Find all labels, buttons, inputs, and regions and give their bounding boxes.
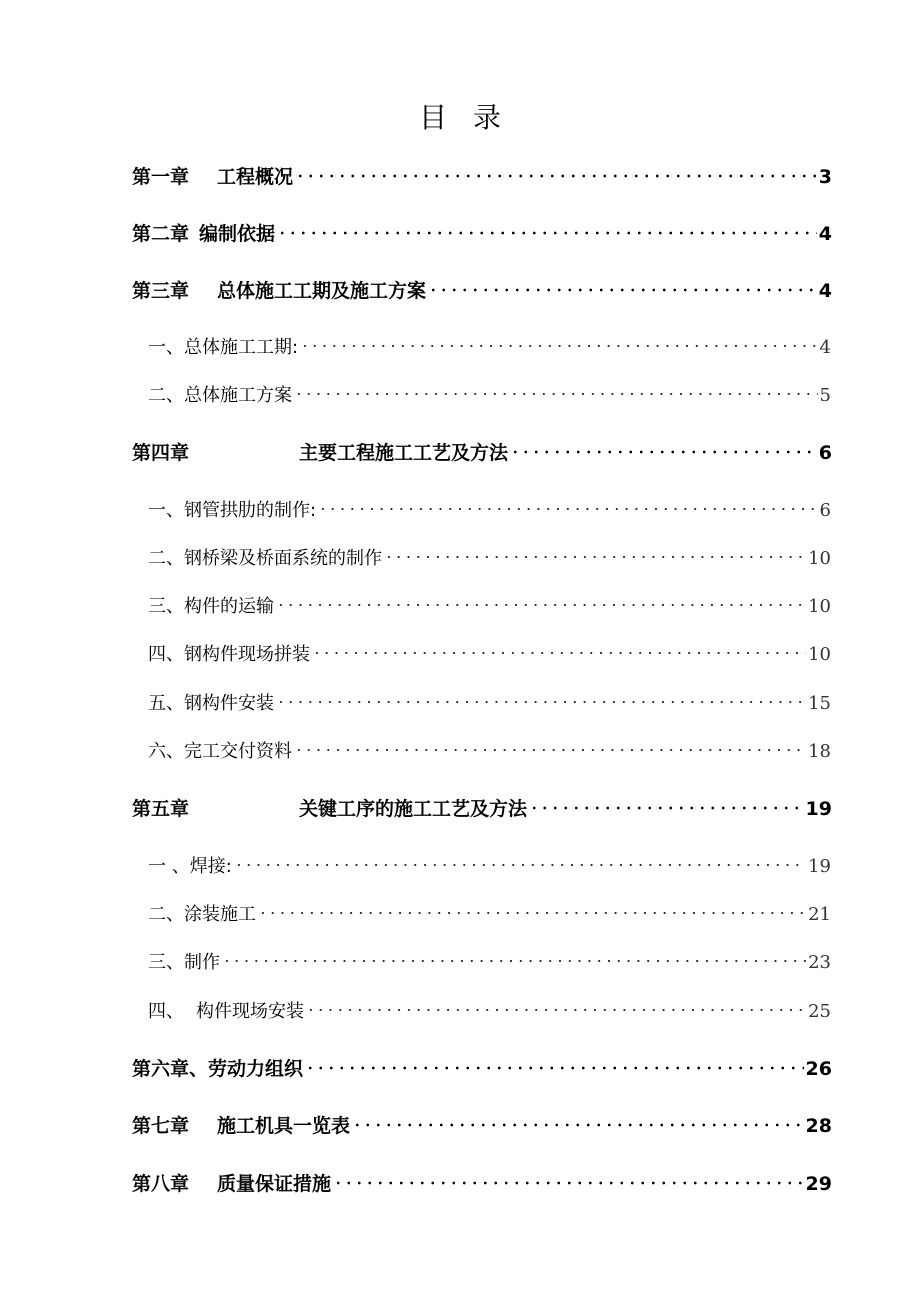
toc-entry-chapter-5[interactable] <box>132 794 832 824</box>
toc-entry-prefix: 第二章 <box>132 223 190 245</box>
toc-entry-prefix: 第七章 <box>132 1115 190 1137</box>
toc-entry-page: 4 <box>818 223 832 245</box>
toc-entry-section[interactable] <box>148 737 831 767</box>
toc-entry-chapter-8[interactable] <box>132 1169 832 1199</box>
toc-entry-text: 施工机具一览表 <box>217 1115 351 1137</box>
toc-entry-prefix: 一 、 <box>148 856 190 877</box>
toc-entry-text: 总体施工工期及施工方案 <box>217 280 427 302</box>
toc-entry-page: 25 <box>808 1001 831 1022</box>
dot-leader <box>277 230 817 236</box>
toc-entry-text: 钢构件现场拼装 <box>184 644 310 665</box>
dot-leader <box>276 602 806 608</box>
toc-entry-page: 19 <box>808 856 831 877</box>
toc-entry-prefix: 三、 <box>148 952 184 973</box>
toc-entry-text: 焊接: <box>189 856 232 877</box>
toc-entry-prefix: 一、 <box>148 337 184 358</box>
toc-entry-section[interactable] <box>148 640 831 670</box>
toc-entry-prefix: 二、 <box>148 904 184 925</box>
page-title-part2: 录 <box>473 101 502 134</box>
toc-entry-page: 10 <box>808 548 831 569</box>
toc-entry-text: 钢管拱肋的制作: <box>184 500 317 521</box>
toc-entry-section[interactable] <box>148 948 831 978</box>
toc-entry-prefix: 第四章 <box>132 442 190 464</box>
toc-entry-page: 29 <box>805 1173 832 1195</box>
toc-entry-chapter-3[interactable] <box>132 276 832 306</box>
toc-entry-text: 劳动力组织 <box>208 1058 304 1080</box>
toc-entry-page: 15 <box>808 693 831 714</box>
toc-entry-prefix: 三、 <box>148 596 184 617</box>
toc-entry-page: 4 <box>818 280 832 302</box>
toc-entry-page: 4 <box>819 337 831 358</box>
toc-entry-chapter-4[interactable] <box>132 438 832 468</box>
toc-entry-prefix: 六、 <box>148 741 184 762</box>
toc-entry-prefix: 第三章 <box>132 280 190 302</box>
dot-leader <box>305 1065 804 1071</box>
dot-leader <box>352 1122 804 1128</box>
toc-entry-section[interactable] <box>148 900 831 930</box>
toc-entry-text: 构件的运输 <box>184 596 274 617</box>
toc-entry-chapter-2[interactable] <box>132 219 832 249</box>
toc-entry-section[interactable] <box>148 544 831 574</box>
toc-entry-text: 涂装施工 <box>184 904 256 925</box>
toc-entry-section[interactable] <box>148 997 831 1027</box>
toc-entry-section[interactable] <box>148 689 831 719</box>
toc-entry-page: 26 <box>805 1058 832 1080</box>
toc-entry-prefix: 第一章 <box>132 166 190 188</box>
toc-entry-prefix: 四、 <box>148 1001 184 1022</box>
toc-entry-page: 19 <box>805 798 832 820</box>
toc-entry-text: 关键工序的施工工艺及方法 <box>299 798 528 820</box>
toc-entry-text: 钢构件安装 <box>184 693 274 714</box>
toc-entry-text: 编制依据 <box>199 223 276 245</box>
toc-entry-prefix: 第六章、 <box>132 1058 209 1080</box>
toc-entry-prefix: 二、 <box>148 548 184 569</box>
dot-leader <box>306 1007 806 1013</box>
page-title-part1: 目 <box>418 101 447 134</box>
toc-entry-page: 21 <box>808 904 831 925</box>
toc-entry-section[interactable] <box>148 592 831 622</box>
toc-entry-text: 构件现场安装 <box>196 1001 304 1022</box>
dot-leader <box>222 958 806 964</box>
toc-entry-page: 10 <box>808 644 831 665</box>
dot-leader <box>333 1180 804 1186</box>
dot-leader <box>294 391 818 397</box>
dot-leader <box>276 699 806 705</box>
toc-entry-prefix: 五、 <box>148 693 184 714</box>
toc-entry-page: 3 <box>818 166 832 188</box>
toc-entry-section[interactable] <box>148 852 831 882</box>
toc-entry-text: 主要工程施工工艺及方法 <box>299 442 509 464</box>
dot-leader <box>318 506 817 512</box>
dot-leader <box>295 173 817 179</box>
toc-entry-page: 28 <box>805 1115 832 1137</box>
toc-entry-text: 制作 <box>184 952 220 973</box>
toc-entry-chapter-1[interactable] <box>132 162 832 192</box>
toc-entry-prefix: 第八章 <box>132 1173 190 1195</box>
dot-leader <box>294 747 806 753</box>
toc-entry-chapter-6[interactable] <box>132 1054 832 1084</box>
dot-leader <box>312 650 806 656</box>
toc-entry-text: 总体施工工期: <box>184 337 299 358</box>
toc-entry-page: 18 <box>808 741 831 762</box>
toc-entry-page: 10 <box>808 596 831 617</box>
toc-entry-text: 完工交付资料 <box>184 741 292 762</box>
toc-entry-page: 5 <box>819 385 831 406</box>
dot-leader <box>258 910 806 916</box>
toc-entry-text: 钢桥梁及桥面系统的制作 <box>184 548 382 569</box>
toc-entry-prefix: 第五章 <box>132 798 190 820</box>
toc-entry-section[interactable] <box>148 381 831 411</box>
dot-leader <box>234 862 806 868</box>
toc-entry-prefix: 一、 <box>148 500 184 521</box>
toc-entry-prefix: 四、 <box>148 644 184 665</box>
toc-entry-page: 6 <box>818 442 832 464</box>
toc-entry-page: 23 <box>808 952 831 973</box>
toc-entry-text: 工程概况 <box>217 166 294 188</box>
dot-leader <box>428 287 817 293</box>
dot-leader <box>529 805 804 811</box>
toc-entry-prefix: 二、 <box>148 385 184 406</box>
dot-leader <box>300 343 817 349</box>
dot-leader <box>510 449 817 455</box>
toc-entry-section[interactable] <box>148 496 831 526</box>
toc-entry-section[interactable] <box>148 333 831 363</box>
toc-entry-text: 质量保证措施 <box>217 1173 332 1195</box>
toc-entry-text: 总体施工方案 <box>184 385 292 406</box>
toc-entry-chapter-7[interactable] <box>132 1111 832 1141</box>
dot-leader <box>384 554 806 560</box>
toc-entry-page: 6 <box>819 500 831 521</box>
